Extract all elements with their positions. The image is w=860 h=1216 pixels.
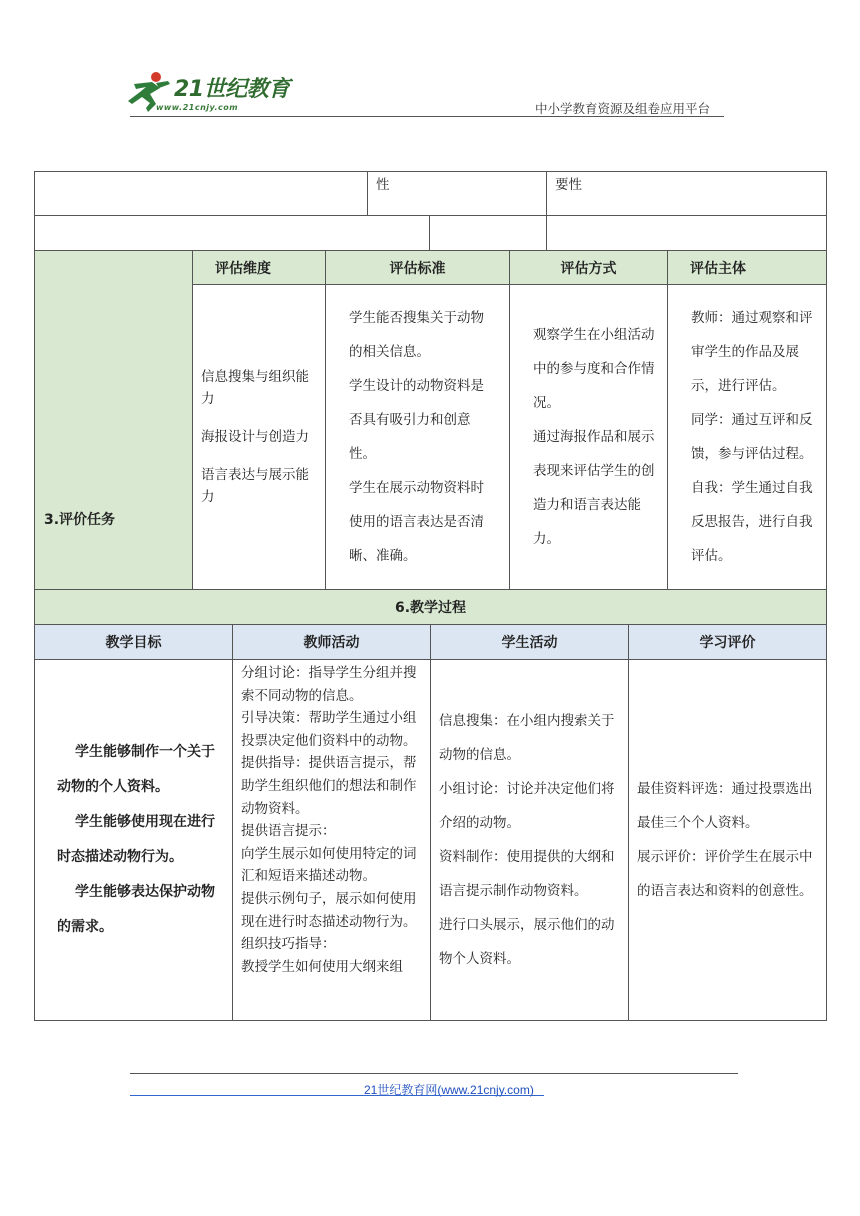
method-cell	[510, 285, 668, 590]
goal-item: 学生能够表达保护动物的需求。	[57, 884, 215, 935]
student-item: 进行口头展示，展示他们的动物个人资料。	[439, 917, 615, 967]
info-cell	[430, 216, 547, 251]
goal-cell	[35, 660, 233, 1021]
info-cell: 性	[368, 172, 547, 216]
subject-item: 同学：通过互评和反馈，参与评估过程。	[691, 412, 813, 462]
teacher-item: 提供语言提示：	[241, 823, 336, 840]
header-teacher: 教师活动	[233, 625, 431, 660]
footer-divider	[130, 1073, 738, 1074]
student-item: 资料制作：使用提供的大纲和语言提示制作动物资料。	[439, 849, 615, 899]
student-item: 信息搜集：在小组内搜索关于动物的信息。	[439, 713, 615, 763]
student-item: 小组讨论：讨论并决定他们将介绍的动物。	[439, 781, 615, 831]
header-method: 评估方式	[510, 251, 668, 285]
subject-item: 自我：学生通过自我反思报告，进行自我评估。	[691, 480, 813, 564]
platform-title: 中小学教育资源及组卷应用平台	[535, 101, 711, 116]
process-title: 6.教学过程	[35, 590, 827, 625]
dimension-item: 语言表达与展示能力	[201, 467, 309, 505]
header-subject: 评估主体	[668, 251, 827, 285]
logo-url: www.21cnjy.com	[156, 103, 239, 112]
teacher-item: 提供示例句子，展示如何使用现在进行时态描述动物行为。	[241, 890, 417, 930]
logo-text: 21世纪教育	[174, 77, 290, 102]
standard-item: 学生在展示动物资料时使用的语言表达是否清晰、准确。	[349, 480, 484, 564]
goal-item: 学生能够使用现在进行时态描述动物行为。	[57, 814, 215, 865]
subject-cell	[668, 285, 827, 590]
header-divider	[130, 116, 724, 117]
footer-link[interactable]: 21世纪教育网(www.21cnjy.com)	[364, 1083, 534, 1097]
goal-item: 学生能够制作一个关于动物的个人资料。	[57, 744, 215, 795]
standard-cell	[326, 285, 510, 590]
process-table	[34, 589, 827, 1021]
method-item: 通过海报作品和展示表现来评估学生的创造力和语言表达能力。	[533, 429, 655, 547]
standard-item: 学生设计的动物资料是否具有吸引力和创意性。	[349, 378, 484, 462]
info-cell	[547, 216, 827, 251]
header-dimension: 评估维度	[193, 251, 326, 285]
evaluation-table	[34, 250, 827, 590]
info-cell: 要性	[547, 172, 827, 216]
header-student: 学生活动	[431, 625, 629, 660]
teacher-item: 向学生展示如何使用特定的词汇和短语来描述动物。	[241, 845, 417, 885]
standard-item: 学生能否搜集关于动物的相关信息。	[349, 310, 484, 360]
assessment-item: 展示评价：评价学生在展示中的语言表达和资料的创意性。	[637, 849, 813, 899]
assessment-cell	[629, 660, 827, 1021]
evaluation-task-label: 3.评价任务	[35, 251, 193, 590]
teacher-item: 引导决策：帮助学生通过小组投票决定他们资料中的动物。	[241, 710, 417, 749]
method-item: 观察学生在小组活动中的参与度和合作情况。	[533, 327, 655, 411]
info-table	[34, 171, 827, 251]
dimension-item: 海报设计与创造力	[201, 429, 309, 445]
subject-item: 教师：通过观察和评审学生的作品及展示，进行评估。	[691, 310, 813, 394]
header-evaluation: 学习评价	[629, 625, 827, 660]
assessment-item: 最佳资料评选：通过投票选出最佳三个个人资料。	[637, 781, 813, 831]
dimension-cell	[193, 285, 326, 590]
site-logo[interactable]	[126, 68, 296, 118]
student-cell	[431, 660, 629, 1021]
info-cell	[35, 172, 368, 216]
teacher-item: 提供指导：提供语言提示，帮助学生组织他们的想法和制作动物资料。	[241, 755, 417, 817]
teacher-cell	[233, 660, 431, 1021]
teacher-item: 教授学生如何使用大纲来组	[241, 958, 403, 975]
teacher-item: 组织技巧指导：	[241, 936, 336, 953]
header-goal: 教学目标	[35, 625, 233, 660]
dimension-item: 信息搜集与组织能力	[201, 369, 309, 407]
page-header	[0, 0, 860, 130]
footer-link-underline	[130, 1095, 544, 1096]
teacher-item: 分组讨论：指导学生分组并搜索不同动物的信息。	[241, 665, 417, 704]
header-standard: 评估标准	[326, 251, 510, 285]
info-cell	[35, 216, 430, 251]
